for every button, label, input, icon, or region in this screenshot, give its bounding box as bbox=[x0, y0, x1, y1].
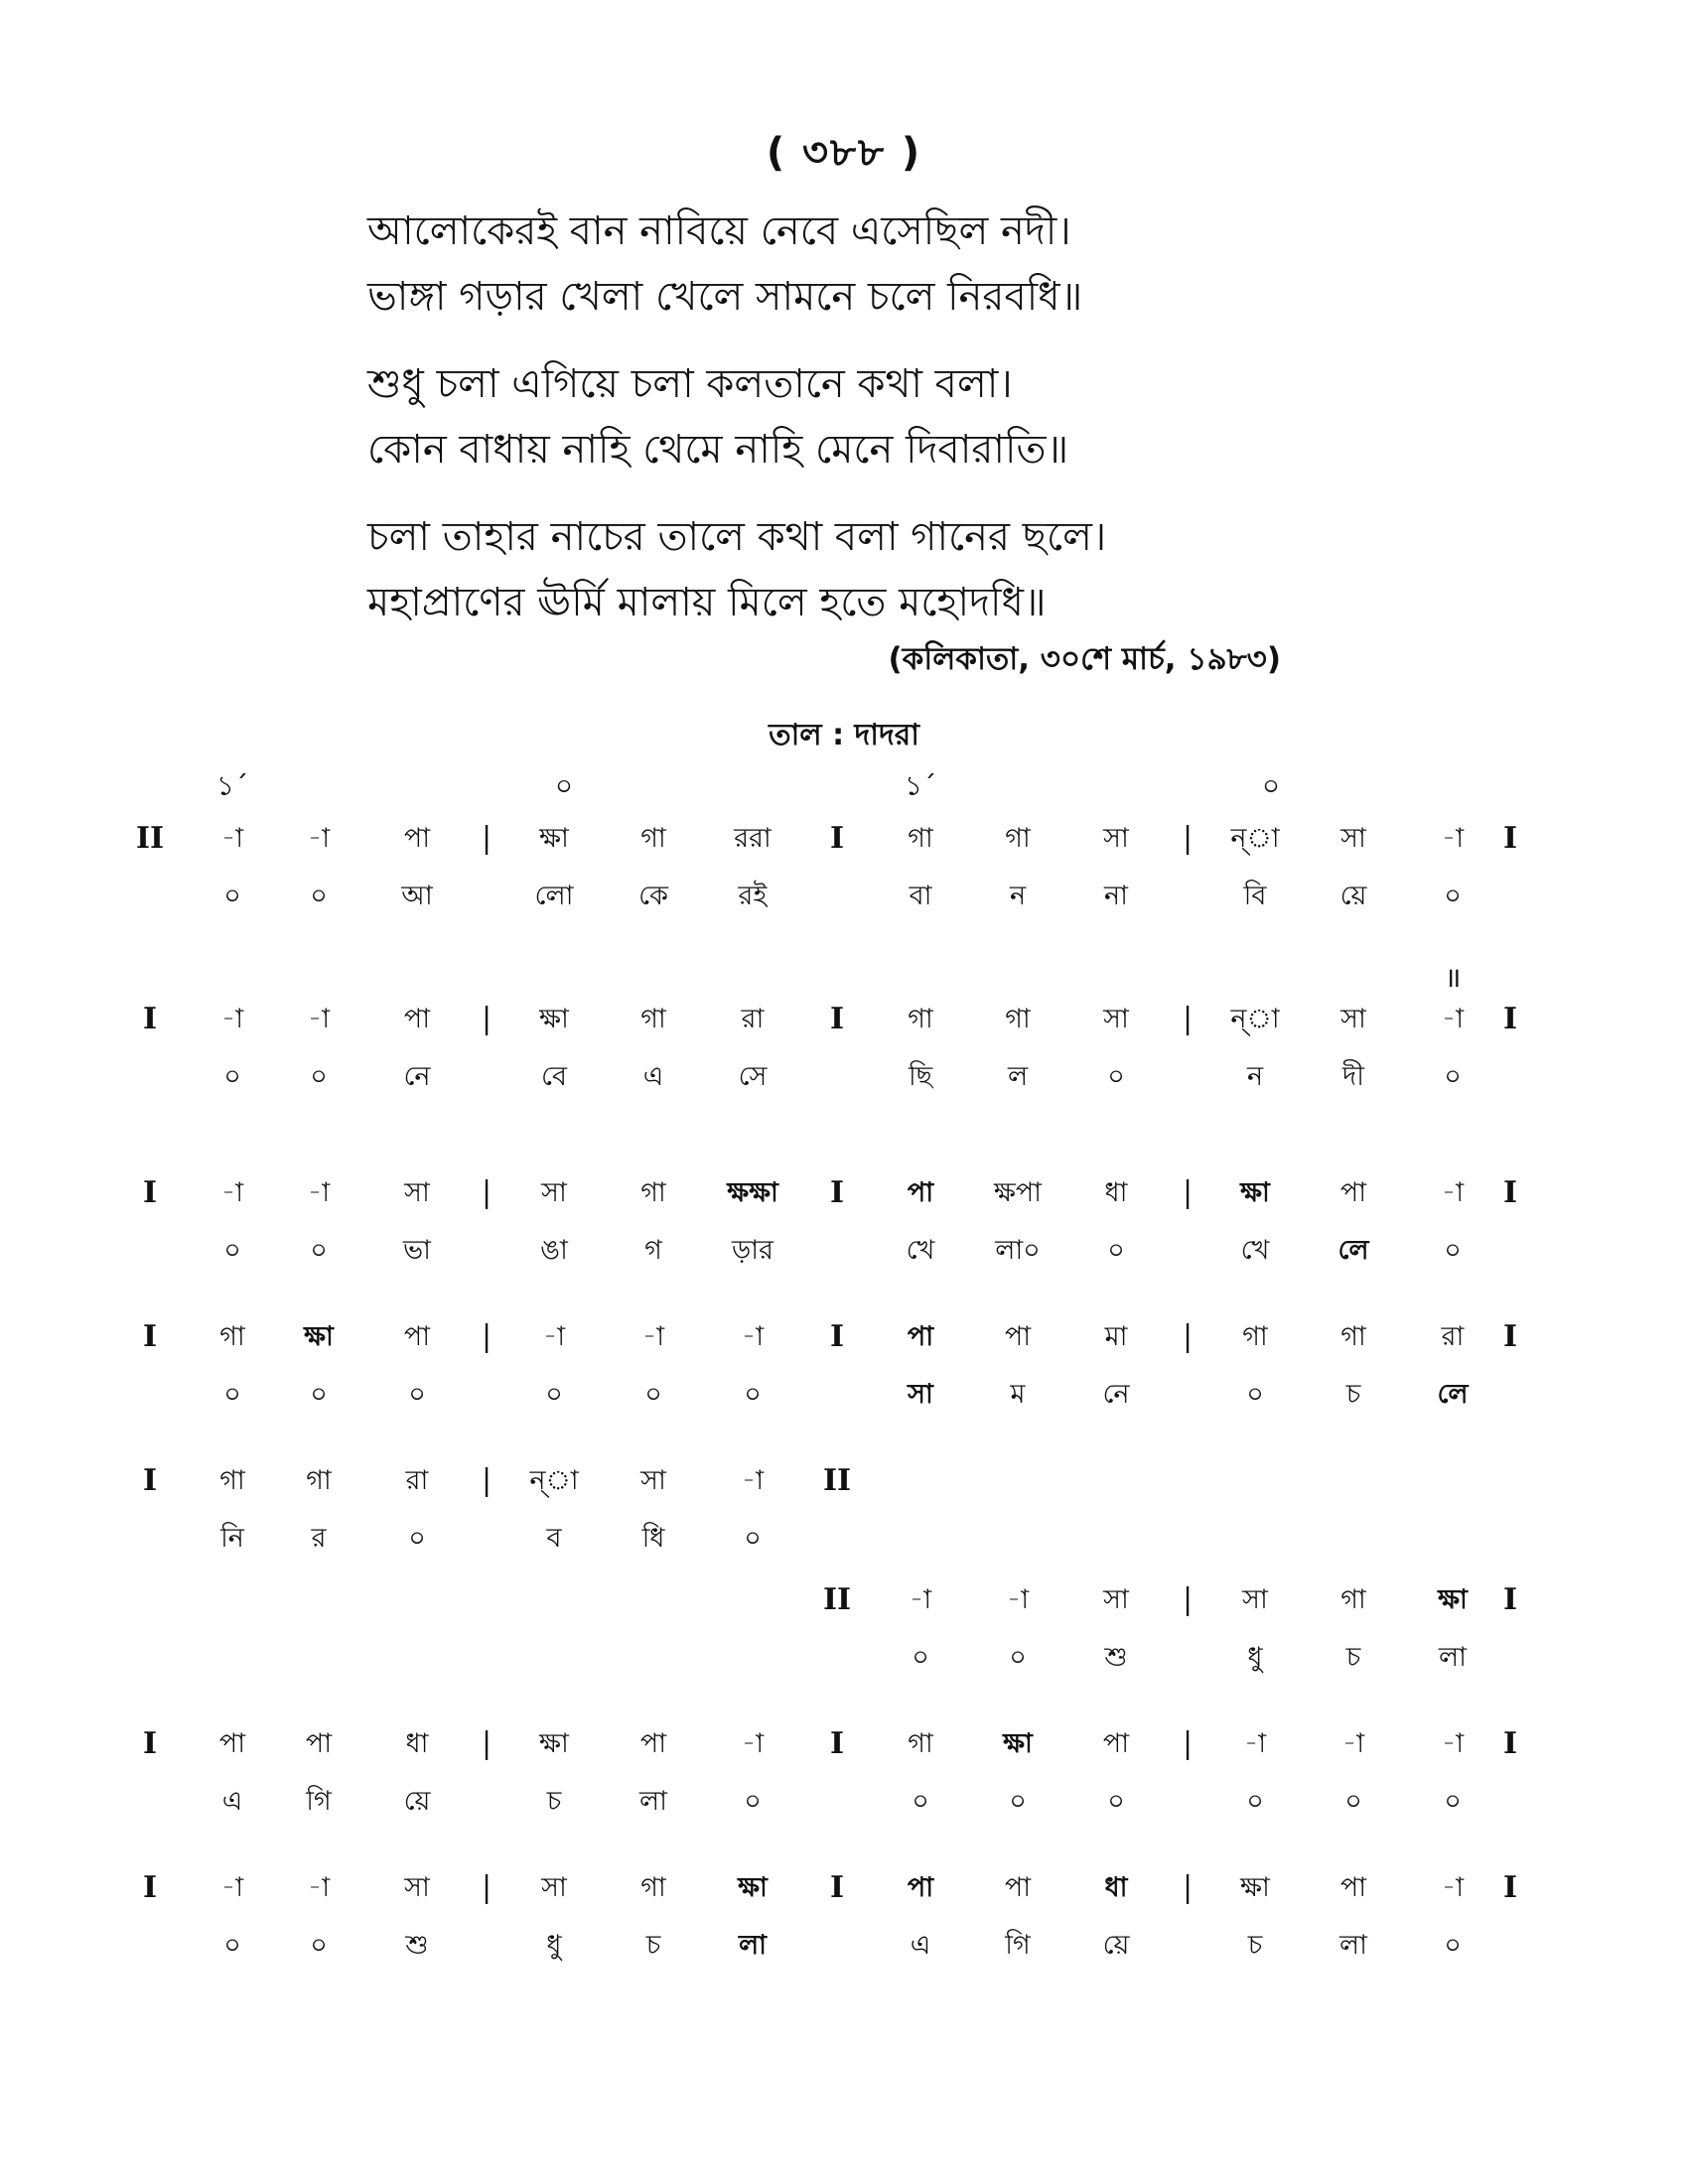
bani-cell: ০ bbox=[310, 881, 328, 911]
bani-cell: রই bbox=[738, 881, 768, 911]
division-bar: | bbox=[481, 1002, 492, 1036]
bani-cell: সা bbox=[908, 1379, 933, 1410]
swar-cell: গা bbox=[1340, 1584, 1366, 1615]
swar-cell: -া bbox=[220, 1177, 244, 1208]
tala-heading: তাল : দাদরা bbox=[769, 718, 919, 752]
bani-cell: ধি bbox=[641, 1523, 665, 1554]
bani-cell: ০ bbox=[1444, 1061, 1462, 1092]
swar-cell: রা bbox=[741, 1004, 765, 1034]
bani-cell: লে bbox=[1437, 1379, 1469, 1410]
bani-cell: চ bbox=[645, 1930, 661, 1961]
swar-cell: পা bbox=[907, 1321, 934, 1352]
end-bar: I bbox=[1502, 1582, 1518, 1617]
swar-cell: গা bbox=[1242, 1321, 1268, 1352]
swar-cell: গা bbox=[908, 1004, 933, 1034]
beat-bar: I bbox=[829, 1175, 845, 1210]
bani-cell: ০ bbox=[1344, 1786, 1362, 1817]
bani-cell: খে bbox=[906, 1235, 935, 1266]
bani-cell: ০ bbox=[1246, 1786, 1264, 1817]
swar-cell: -া bbox=[1441, 823, 1465, 854]
bani-cell: বে bbox=[541, 1061, 567, 1092]
bani-cell: ০ bbox=[744, 1523, 762, 1554]
swar-cell: ররা bbox=[734, 823, 772, 854]
bani-cell: ব bbox=[546, 1523, 562, 1554]
lyric-line: শুধু চলা এগিয়ে চলা কলতানে কথা বলা। bbox=[367, 361, 1013, 407]
end-bar: II bbox=[822, 1463, 852, 1498]
bani-cell: ০ bbox=[1444, 1930, 1462, 1961]
lyric-line: আলোকেরই বান নাবিয়ে নেবে এসেছিল নদী। bbox=[367, 208, 1071, 254]
bani-cell: ০ bbox=[223, 1061, 241, 1092]
swar-cell: ক্ষা bbox=[738, 1872, 768, 1903]
bani-cell: ০ bbox=[1107, 1786, 1125, 1817]
swar-cell: পা bbox=[1339, 1872, 1367, 1903]
swar-cell: পা bbox=[403, 823, 431, 854]
start-bar: II bbox=[822, 1582, 852, 1617]
bani-cell: এ bbox=[910, 1930, 931, 1961]
swar-cell: ক্ষা bbox=[539, 1004, 569, 1034]
division-bar: | bbox=[1182, 1002, 1194, 1036]
swar-cell: রা bbox=[1441, 1321, 1465, 1352]
bani-cell: ০ bbox=[1009, 1642, 1027, 1673]
bani-cell: ০ bbox=[1107, 1235, 1125, 1266]
division-bar: | bbox=[1182, 821, 1194, 856]
bani-cell: র bbox=[311, 1523, 327, 1554]
bani-cell: গ bbox=[644, 1235, 662, 1266]
end-bar: I bbox=[1502, 821, 1518, 856]
swar-cell: -া bbox=[1006, 1584, 1030, 1615]
swar-cell: পা bbox=[1004, 1321, 1032, 1352]
swar-cell: সা bbox=[541, 1177, 567, 1208]
swar-cell: গা bbox=[1340, 1321, 1366, 1352]
beat-bar: I bbox=[829, 1319, 845, 1354]
bani-cell: চ bbox=[1345, 1379, 1361, 1410]
bani-cell: ০ bbox=[408, 1379, 426, 1410]
bani-cell: এ bbox=[642, 1061, 664, 1092]
swar-cell: সা bbox=[541, 1872, 567, 1903]
bani-cell: ০ bbox=[744, 1786, 762, 1817]
swar-cell: সা bbox=[1340, 1004, 1366, 1034]
swar-cell: সা bbox=[1103, 1584, 1129, 1615]
bani-cell: লা০ bbox=[995, 1235, 1041, 1266]
bani-cell: নি bbox=[220, 1523, 244, 1554]
swar-cell: -া bbox=[1441, 1728, 1465, 1759]
bani-cell: ভা bbox=[403, 1235, 431, 1266]
bani-cell: ০ bbox=[545, 1379, 563, 1410]
repeat-mark: ॥ bbox=[1444, 961, 1462, 994]
swar-cell: -া bbox=[220, 823, 244, 854]
bani-cell: আ bbox=[401, 881, 433, 911]
bani-cell: নে bbox=[1102, 1379, 1130, 1410]
bani-cell: চ bbox=[1345, 1642, 1361, 1673]
bani-cell: সে bbox=[738, 1061, 768, 1092]
beat-bar: I bbox=[829, 1870, 845, 1905]
swar-cell: পা bbox=[1339, 1177, 1367, 1208]
swar-cell: পা bbox=[1102, 1728, 1130, 1759]
swar-cell: ধা bbox=[1104, 1177, 1128, 1208]
swar-cell: -া bbox=[741, 1465, 765, 1496]
swar-cell: ক্ষা bbox=[539, 1728, 569, 1759]
bani-cell: নে bbox=[403, 1061, 431, 1092]
swar-cell: ধা bbox=[1104, 1872, 1128, 1903]
bani-cell: ধু bbox=[546, 1930, 562, 1961]
swar-cell: সা bbox=[1242, 1584, 1268, 1615]
bani-cell: ন bbox=[1246, 1061, 1264, 1092]
swar-cell: -া bbox=[1441, 1177, 1465, 1208]
start-bar: I bbox=[142, 1002, 158, 1036]
page-number: ( ৩৮৮ ) bbox=[766, 130, 922, 176]
start-bar: I bbox=[142, 1726, 158, 1761]
bani-cell: ০ bbox=[408, 1523, 426, 1554]
bani-cell: ০ bbox=[310, 1061, 328, 1092]
swar-cell: গা bbox=[219, 1321, 245, 1352]
beat-bar: I bbox=[829, 1726, 845, 1761]
end-bar: I bbox=[1502, 1002, 1518, 1036]
division-bar: | bbox=[481, 1319, 492, 1354]
lyric-line: কোন বাধায় নাহি থেমে নাহি মেনে দিবারাতি॥ bbox=[367, 427, 1069, 473]
date-place-note: (কলিকাতা, ৩০শে মার্চ, ১৯৮৩) bbox=[888, 641, 1281, 677]
swar-cell: ক্ষা bbox=[1003, 1728, 1033, 1759]
swar-cell: ন্‌া bbox=[1230, 823, 1280, 854]
bani-cell: ০ bbox=[310, 1379, 328, 1410]
bani-cell: ০ bbox=[310, 1930, 328, 1961]
start-bar: I bbox=[142, 1463, 158, 1498]
beat-mark: ০ bbox=[1261, 769, 1281, 802]
bani-cell: ০ bbox=[744, 1379, 762, 1410]
start-bar: I bbox=[142, 1319, 158, 1354]
swar-cell: পা bbox=[639, 1728, 667, 1759]
bani-cell: বি bbox=[1243, 881, 1267, 911]
lyric-line: চলা তাহার নাচের তালে কথা বলা গানের ছলে। bbox=[367, 514, 1107, 560]
swar-cell: -া bbox=[741, 1728, 765, 1759]
bani-cell: ম bbox=[1010, 1379, 1026, 1410]
start-bar: I bbox=[142, 1175, 158, 1210]
bani-cell: ০ bbox=[912, 1642, 929, 1673]
swar-cell: -া bbox=[307, 1004, 331, 1034]
bani-cell: ০ bbox=[1246, 1379, 1264, 1410]
beat-bar: I bbox=[829, 821, 845, 856]
swar-cell: গা bbox=[1005, 1004, 1031, 1034]
division-bar: | bbox=[481, 821, 492, 856]
swar-cell: পা bbox=[218, 1728, 246, 1759]
bani-cell: ছি bbox=[908, 1061, 933, 1092]
division-bar: | bbox=[1182, 1870, 1194, 1905]
swar-cell: ধা bbox=[405, 1728, 429, 1759]
swar-cell: পা bbox=[403, 1321, 431, 1352]
swar-cell: গা bbox=[306, 1465, 332, 1496]
swar-cell: -া bbox=[909, 1584, 932, 1615]
swar-cell: সা bbox=[640, 1465, 666, 1496]
end-bar: I bbox=[1502, 1175, 1518, 1210]
bani-cell: বা bbox=[909, 881, 932, 911]
swar-cell: গা bbox=[908, 823, 933, 854]
swar-cell: গা bbox=[640, 823, 666, 854]
division-bar: | bbox=[481, 1175, 492, 1210]
end-bar: I bbox=[1502, 1726, 1518, 1761]
division-bar: | bbox=[1182, 1319, 1194, 1354]
division-bar: | bbox=[1182, 1726, 1194, 1761]
swar-cell: ক্ষা bbox=[1438, 1584, 1468, 1615]
swar-cell: গা bbox=[1005, 823, 1031, 854]
beat-mark: ০ bbox=[554, 769, 574, 802]
swar-cell: সা bbox=[1103, 823, 1129, 854]
swar-cell: -া bbox=[741, 1321, 765, 1352]
swar-cell: -া bbox=[307, 1177, 331, 1208]
bani-cell: দী bbox=[1342, 1061, 1364, 1092]
swar-cell: -া bbox=[1243, 1728, 1267, 1759]
swar-cell: সা bbox=[1340, 823, 1366, 854]
swar-cell: গা bbox=[640, 1004, 666, 1034]
bani-cell: লা bbox=[739, 1930, 767, 1961]
bani-cell: ন bbox=[1009, 881, 1027, 911]
bani-cell: লা bbox=[1439, 1642, 1467, 1673]
bani-cell: ০ bbox=[1444, 881, 1462, 911]
bani-cell: ঙা bbox=[540, 1235, 568, 1266]
bani-cell: ০ bbox=[223, 1235, 241, 1266]
bani-cell: গি bbox=[1005, 1930, 1031, 1961]
swar-cell: ক্ষা bbox=[1240, 1177, 1270, 1208]
swar-cell: গা bbox=[640, 1872, 666, 1903]
end-bar: I bbox=[1502, 1319, 1518, 1354]
bani-cell: ০ bbox=[1444, 1786, 1462, 1817]
bani-cell: ল bbox=[1007, 1061, 1029, 1092]
lyric-line: মহাপ্রাণের ঊর্মি মালায় মিলে হতে মহোদধি॥ bbox=[367, 580, 1047, 625]
swar-cell: -া bbox=[307, 1872, 331, 1903]
bani-cell: না bbox=[1104, 881, 1128, 911]
swar-cell: -া bbox=[1341, 1728, 1365, 1759]
swar-cell: -া bbox=[220, 1872, 244, 1903]
swar-cell: -া bbox=[542, 1321, 566, 1352]
swar-cell: সা bbox=[1103, 1004, 1129, 1034]
swar-cell: ক্ষা bbox=[304, 1321, 334, 1352]
swar-cell: -া bbox=[641, 1321, 665, 1352]
bani-cell: ০ bbox=[310, 1235, 328, 1266]
bani-cell: ০ bbox=[1107, 1061, 1125, 1092]
swar-cell: গা bbox=[640, 1177, 666, 1208]
bani-cell: ০ bbox=[223, 881, 241, 911]
end-bar: I bbox=[1502, 1870, 1518, 1905]
bani-cell: লো bbox=[534, 881, 574, 911]
bani-cell: খে bbox=[1240, 1235, 1270, 1266]
start-bar: I bbox=[142, 1870, 158, 1905]
swar-cell: মা bbox=[1104, 1321, 1128, 1352]
swar-cell: গা bbox=[908, 1728, 933, 1759]
division-bar: | bbox=[1182, 1175, 1194, 1210]
bani-cell: লা bbox=[639, 1786, 667, 1817]
swar-cell: ক্ষপা bbox=[993, 1177, 1043, 1208]
swar-cell: পা bbox=[1004, 1872, 1032, 1903]
bani-cell: গি bbox=[306, 1786, 332, 1817]
division-bar: | bbox=[481, 1726, 492, 1761]
swar-cell: -া bbox=[307, 823, 331, 854]
swar-cell: সা bbox=[404, 1872, 430, 1903]
swar-cell: পা bbox=[305, 1728, 333, 1759]
bani-cell: এ bbox=[221, 1786, 243, 1817]
swar-cell: পা bbox=[907, 1177, 934, 1208]
swar-cell: সা bbox=[404, 1177, 430, 1208]
bani-cell: লে bbox=[1337, 1235, 1369, 1266]
bani-cell: য়ে bbox=[1102, 1930, 1130, 1961]
bani-cell: ০ bbox=[223, 1930, 241, 1961]
swar-cell: ক্ষক্ষা bbox=[727, 1177, 778, 1208]
bani-cell: ০ bbox=[912, 1786, 929, 1817]
lyric-line: ভাঙ্গা গড়ার খেলা খেলে সামনে চলে নিরবধি॥ bbox=[367, 274, 1083, 320]
bani-cell: কে bbox=[638, 881, 668, 911]
beat-mark: ১´ bbox=[215, 769, 249, 802]
bani-cell: শু bbox=[1104, 1642, 1128, 1673]
bani-cell: চ bbox=[1247, 1930, 1263, 1961]
swar-cell: পা bbox=[907, 1872, 934, 1903]
bani-cell: ড়ার bbox=[732, 1235, 774, 1266]
swar-cell: ন্‌া bbox=[1230, 1004, 1280, 1034]
bani-cell: চ bbox=[546, 1786, 562, 1817]
bani-cell: লা bbox=[1339, 1930, 1367, 1961]
beat-bar: I bbox=[829, 1002, 845, 1036]
division-bar: | bbox=[481, 1463, 492, 1498]
bani-cell: য়ে bbox=[403, 1786, 431, 1817]
start-bar: II bbox=[135, 821, 165, 856]
bani-cell: ০ bbox=[223, 1379, 241, 1410]
swar-cell: ক্ষা bbox=[1240, 1872, 1270, 1903]
swar-cell: ক্ষা bbox=[539, 823, 569, 854]
bani-cell: ০ bbox=[1444, 1235, 1462, 1266]
division-bar: | bbox=[481, 1870, 492, 1905]
beat-mark: ১´ bbox=[904, 769, 937, 802]
bani-cell: ০ bbox=[1009, 1786, 1027, 1817]
division-bar: | bbox=[1182, 1582, 1194, 1617]
swar-cell: ন্‌া bbox=[529, 1465, 579, 1496]
bani-cell: শু bbox=[405, 1930, 429, 1961]
bani-cell: য়ে bbox=[1339, 881, 1367, 911]
swar-cell: -া bbox=[1441, 1872, 1465, 1903]
swar-cell: পা bbox=[403, 1004, 431, 1034]
bani-cell: ০ bbox=[644, 1379, 662, 1410]
swar-cell: -া bbox=[1441, 1004, 1465, 1034]
bani-cell: ধু bbox=[1247, 1642, 1263, 1673]
swar-cell: -া bbox=[220, 1004, 244, 1034]
swar-cell: গা bbox=[219, 1465, 245, 1496]
swar-cell: রা bbox=[405, 1465, 429, 1496]
